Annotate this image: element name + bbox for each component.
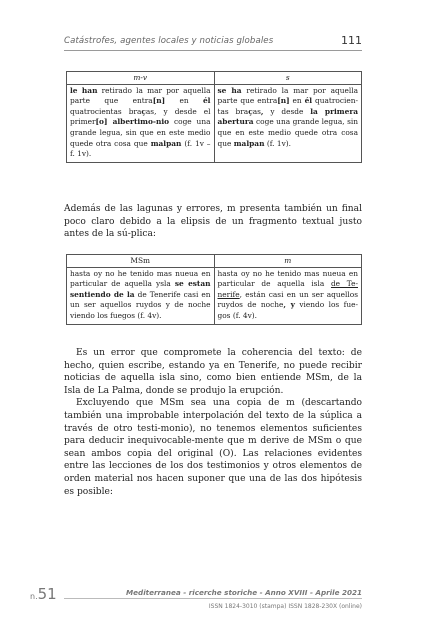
comparison-table-2 (66, 254, 362, 325)
body-text (64, 347, 362, 498)
text-run: y desde (263, 106, 311, 116)
text-run: as, y desde el primer (70, 106, 211, 127)
text-run: se ha (217, 85, 242, 95)
text-run: , y (283, 300, 295, 310)
text-run: , (260, 106, 264, 116)
text-run: (f. 1v – f. 1v). (70, 138, 211, 159)
text-run: , están casi en un ser aquellos ruydos de noche (217, 289, 358, 310)
text-run: ç (248, 106, 253, 116)
table1-cell-right (214, 84, 362, 162)
text-run: ç (141, 106, 146, 116)
paragraph-2: Es un error que compromete la coherencia del texto: de hecho, quien escribe, estando ya en Tenerife, no puede recibir noticias de aquella isla sino, como bien entiende MSm, de la Isla de La Palma, donde se produjo la erupción. (64, 348, 362, 396)
text-run: de Tenerife casi en un ser aquellos ruydos y de noche viendo los fuegos (f. 4v). (70, 289, 211, 320)
text-run: coge una grande legua, sin que en este medio quede otra cosa que (70, 117, 211, 148)
text-run: le han (70, 85, 98, 95)
text-run: él (304, 96, 313, 106)
footer-issn: ISSN 1824-3010 (stampa) ISSN 1828-230X (online) (208, 603, 362, 610)
running-title: Catástrofes, agentes locales y noticias globales (64, 36, 274, 46)
text-run: hasta oy no he tenido mas nueua en particular de aquella isla (217, 268, 358, 289)
table1-cell-left (67, 84, 215, 162)
text-run: malpan (233, 138, 265, 148)
table1-header-right: s (214, 72, 362, 85)
text-run: malpan (150, 138, 182, 148)
footer-journal: Mediterranea - ricerche storiche - Anno XVIII - Aprile 2021 (126, 588, 362, 597)
text-run: él (202, 96, 211, 106)
text-run: de Te-nerife (217, 279, 358, 299)
text-run: viendo los fue-gos (f. 4v). (217, 300, 358, 320)
footer-issue-label (30, 585, 57, 603)
page-number: 111 (341, 34, 362, 47)
paragraph-3: Excluyendo que MSm sea una copia de m (descartando también una improbable interpolación del texto de la súplica a través de otro testi-monio), no tenemos elementos suficientes para deducir inequivocable-mente que m derive de MSm o que sean ambos copia del original (O). Las relaciones evidentes entre las lecciones de los dos testimonios y otros elementos de orden material nos hacen suponer que una de las dos hipótesis es posible: (64, 398, 362, 497)
text-run: la primera abertura (217, 106, 358, 127)
text-run: quatrocien-tas bra (217, 96, 358, 116)
text-run: [n] (152, 96, 166, 106)
table2-header-right: m (214, 255, 362, 268)
text-run: [n] (277, 96, 290, 106)
table2-header-left: MSm (67, 255, 215, 268)
footer-issue-prefix: n. (30, 592, 38, 601)
text-run: quatrocientas bra (70, 106, 142, 116)
text-run: (f. 1v). (264, 138, 291, 148)
text-run: en (165, 96, 203, 106)
text-run: se estan sentiendo de la (70, 279, 211, 299)
running-header (64, 36, 362, 51)
footer-divider (64, 598, 362, 599)
text-run: en (289, 96, 305, 106)
table2-cell-left (67, 267, 215, 324)
text-run: retirado la mar por aquella parte que entra (70, 85, 211, 106)
footer-issue-number: 51 (37, 585, 57, 603)
text-run: coge una grande legua, sin que en este medio quede otra cosa que (217, 117, 358, 148)
table2-cell-right (214, 267, 362, 324)
text-run: as (252, 106, 261, 116)
text-run: [o] albertimo-nio (95, 117, 170, 127)
comparison-table-1 (66, 71, 362, 163)
table1-header-left: m-v (67, 72, 215, 85)
paragraph-1: Además de las lagunas y errores, m presenta también un final poco claro debido a la elipsis de un fragmento textual justo antes de la sú-plica: (64, 204, 362, 240)
text-run: retirado la mar por aquella parte que entra (217, 85, 358, 106)
text-run: hasta oy no he tenido mas nueua en particular de aquella ysla (70, 268, 211, 289)
